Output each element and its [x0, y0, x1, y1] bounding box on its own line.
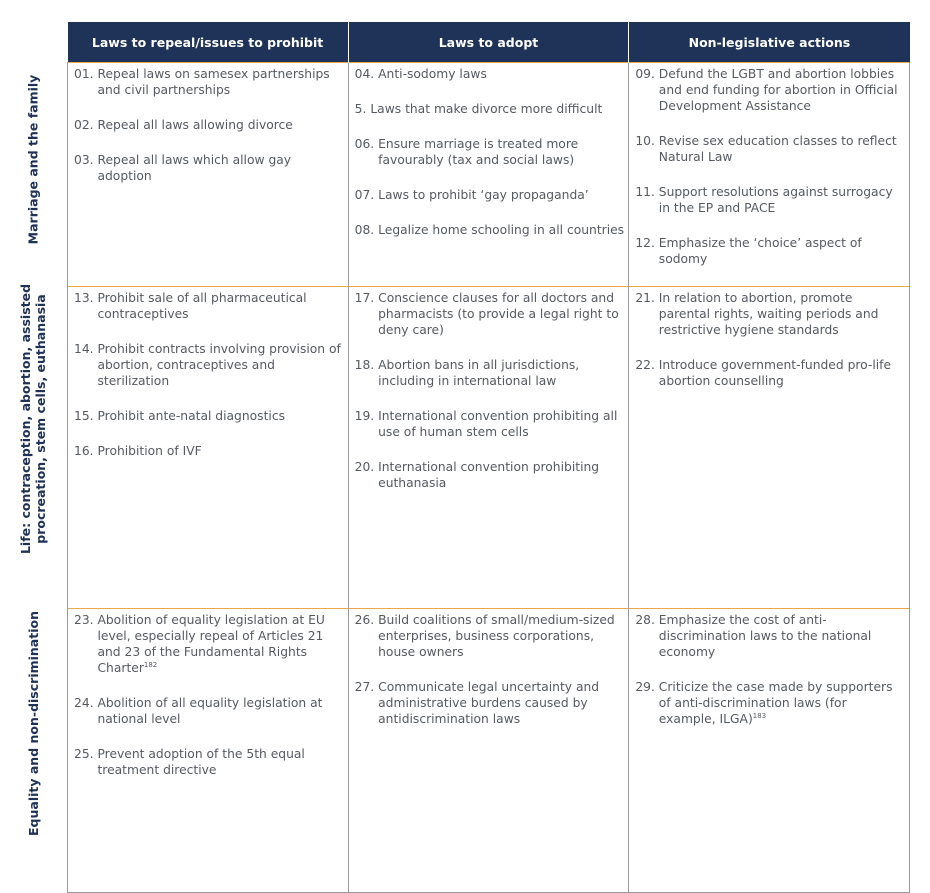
- item-number: 13.: [74, 291, 98, 305]
- item-text: [97, 443, 343, 459]
- list-item: [74, 341, 344, 389]
- item-text-body: Anti-sodomy laws: [378, 67, 487, 81]
- item-text: [370, 101, 624, 117]
- list-item: [355, 679, 625, 727]
- row-label-text-line1: Life: contraception, abortion, assisted: [18, 283, 33, 555]
- list-item: [635, 184, 905, 216]
- item-number: 15.: [74, 409, 98, 423]
- item-text-body: Abolition of all equality legislation at national level: [97, 696, 323, 726]
- cell: [68, 63, 349, 287]
- list-item: [74, 152, 344, 184]
- item-text: [378, 679, 624, 727]
- item-text-body: Revise sex education classes to reflect Natural Law: [658, 134, 897, 164]
- item-text: [378, 222, 624, 238]
- item-number: 23.: [74, 613, 98, 627]
- item-text-body: Ensure marriage is treated more favourably (tax and social laws): [378, 137, 579, 167]
- row-label-life: [0, 258, 66, 580]
- list-item: [355, 357, 625, 389]
- item-number: 27.: [354, 680, 379, 694]
- list-item: [74, 612, 344, 676]
- list-item: [355, 290, 625, 338]
- list-item: [74, 290, 344, 322]
- item-text: [659, 357, 905, 389]
- list-item: [74, 408, 344, 424]
- item-number: 22.: [635, 358, 659, 372]
- item-number: 07.: [354, 188, 379, 202]
- row-label-text-line2: procreation, stem cells, euthanasia: [33, 294, 48, 544]
- cell: [348, 63, 629, 287]
- item-text-body: Prohibit sale of all pharmaceutical contraceptives: [97, 291, 307, 321]
- cell: [629, 287, 910, 609]
- header-row: [68, 22, 910, 63]
- list-item: [355, 101, 625, 117]
- list-item: [355, 408, 625, 440]
- list-item: [355, 136, 625, 168]
- list-item: [355, 187, 625, 203]
- item-text-body: Repeal all laws allowing divorce: [97, 118, 293, 132]
- item-text-body: Criticize the case made by supporters of anti-discrimination laws (for example, ILGA): [658, 680, 893, 726]
- item-number: 12.: [635, 236, 659, 250]
- item-number: 5.: [354, 102, 371, 116]
- item-number: 29.: [635, 680, 659, 694]
- item-text: [378, 66, 624, 82]
- item-number: 18.: [354, 358, 379, 372]
- item-text: [659, 66, 905, 114]
- item-number: 08.: [354, 223, 379, 237]
- list-item: [635, 357, 905, 389]
- item-text-body: Abolition of equality legislation at EU level, especially repeal of Articles 21 and 23 of the Fundamental Rights Charter: [97, 613, 325, 675]
- item-text: [659, 290, 905, 338]
- item-number: 11.: [635, 185, 659, 199]
- item-text: [378, 459, 624, 491]
- item-text-body: Defund the LGBT and abortion lobbies and end funding for abortion in Official Development Assistance: [658, 67, 898, 113]
- item-text: [97, 746, 343, 778]
- item-text: [378, 357, 624, 389]
- item-text: [659, 184, 905, 216]
- cell: [629, 63, 910, 287]
- item-number: 20.: [354, 460, 379, 474]
- list-item: [74, 66, 344, 98]
- item-text: [97, 290, 343, 322]
- list-item: [74, 695, 344, 727]
- table-row-life: [68, 287, 910, 609]
- item-text: [378, 408, 624, 440]
- item-number: 26.: [354, 613, 379, 627]
- table-row-equality: [68, 609, 910, 893]
- list-item: [355, 222, 625, 238]
- row-label-text: Equality and non-discrimination: [25, 610, 41, 836]
- item-number: 21.: [635, 291, 659, 305]
- item-text-body: Laws that make divorce more difficult: [370, 102, 603, 116]
- header-adopt: Laws to adopt: [348, 22, 629, 63]
- item-text: [378, 187, 624, 203]
- item-text: [97, 408, 343, 424]
- item-number: 10.: [635, 134, 659, 148]
- item-text-body: Introduce government-funded pro-life abortion counselling: [658, 358, 892, 388]
- list-item: [74, 117, 344, 133]
- list-item: [635, 612, 905, 660]
- header-non-legislative: Non-legislative actions: [629, 22, 910, 63]
- item-text-body: Legalize home schooling in all countries: [378, 223, 625, 237]
- item-text-body: Prohibit ante-natal diagnostics: [97, 409, 285, 423]
- item-text: [378, 612, 624, 660]
- list-item: [635, 679, 905, 727]
- item-text: [659, 612, 905, 660]
- item-number: 24.: [74, 696, 98, 710]
- header-repeal: Laws to repeal/issues to prohibit: [68, 22, 349, 63]
- item-text-body: Laws to prohibit ‘gay propaganda’: [378, 188, 589, 202]
- item-text: [97, 152, 343, 184]
- item-text-body: International convention prohibiting euthanasia: [378, 460, 600, 490]
- list-item: [635, 133, 905, 165]
- item-number: 19.: [354, 409, 379, 423]
- item-number: 06.: [354, 137, 379, 151]
- item-number: 02.: [74, 118, 98, 132]
- row-label-equality: [0, 581, 66, 865]
- item-text-body: Prevent adoption of the 5th equal treatment directive: [97, 747, 305, 777]
- item-text: [97, 612, 343, 676]
- item-number: 04.: [354, 67, 379, 81]
- item-text-body: Communicate legal uncertainty and administrative burdens caused by antidiscrimination laws: [378, 680, 600, 726]
- item-text: [659, 133, 905, 165]
- item-text: [659, 235, 905, 267]
- item-text: [97, 117, 343, 133]
- list-item: [635, 66, 905, 114]
- item-number: 16.: [74, 444, 98, 458]
- cell: [348, 287, 629, 609]
- cell: [629, 609, 910, 893]
- item-text-body: International convention prohibiting all use of human stem cells: [378, 409, 618, 439]
- item-text: [97, 66, 343, 98]
- item-number: 01.: [74, 67, 98, 81]
- item-text-body: Conscience clauses for all doctors and pharmacists (to provide a legal right to deny care): [378, 291, 619, 337]
- table-row-marriage: [68, 63, 910, 287]
- item-text: [97, 341, 343, 389]
- item-text-body: In relation to abortion, promote parental rights, waiting periods and restrictive hygiene standards: [658, 291, 879, 337]
- cell: [68, 287, 349, 609]
- row-label-marriage: [0, 62, 66, 257]
- item-text-body: Abortion bans in all jurisdictions, including in international law: [378, 358, 580, 388]
- list-item: [355, 459, 625, 491]
- list-item: [635, 290, 905, 338]
- item-text-body: Emphasize the ‘choice’ aspect of sodomy: [658, 236, 862, 266]
- item-text: [378, 136, 624, 168]
- item-number: 14.: [74, 342, 98, 356]
- item-text-body: Repeal all laws which allow gay adoption: [97, 153, 292, 183]
- policy-table: [67, 22, 910, 893]
- footnote-ref: 182: [143, 660, 158, 669]
- cell: [68, 609, 349, 893]
- list-item: [355, 612, 625, 660]
- item-text: [97, 695, 343, 727]
- item-number: 25.: [74, 747, 98, 761]
- item-number: 28.: [635, 613, 659, 627]
- item-text-body: Prohibition of IVF: [97, 444, 202, 458]
- item-number: 17.: [354, 291, 379, 305]
- cell: [348, 609, 629, 893]
- item-text-body: Prohibit contracts involving provision of abortion, contraceptives and sterilization: [97, 342, 341, 388]
- item-number: 09.: [635, 67, 659, 81]
- footnote-ref: 183: [752, 711, 767, 720]
- item-text-body: Support resolutions against surrogacy in the EP and PACE: [658, 185, 893, 215]
- list-item: [74, 746, 344, 778]
- item-number: 03.: [74, 153, 98, 167]
- item-text-body: Repeal laws on samesex partnerships and civil partnerships: [97, 67, 330, 97]
- list-item: [635, 235, 905, 267]
- list-item: [355, 66, 625, 82]
- item-text-body: Emphasize the cost of anti-discrimination laws to the national economy: [658, 613, 872, 659]
- item-text: [378, 290, 624, 338]
- row-label-text: Marriage and the family: [25, 74, 41, 245]
- item-text: [659, 679, 905, 727]
- list-item: [74, 443, 344, 459]
- item-text-body: Build coalitions of small/medium-sized enterprises, business corporations, house owners: [378, 613, 615, 659]
